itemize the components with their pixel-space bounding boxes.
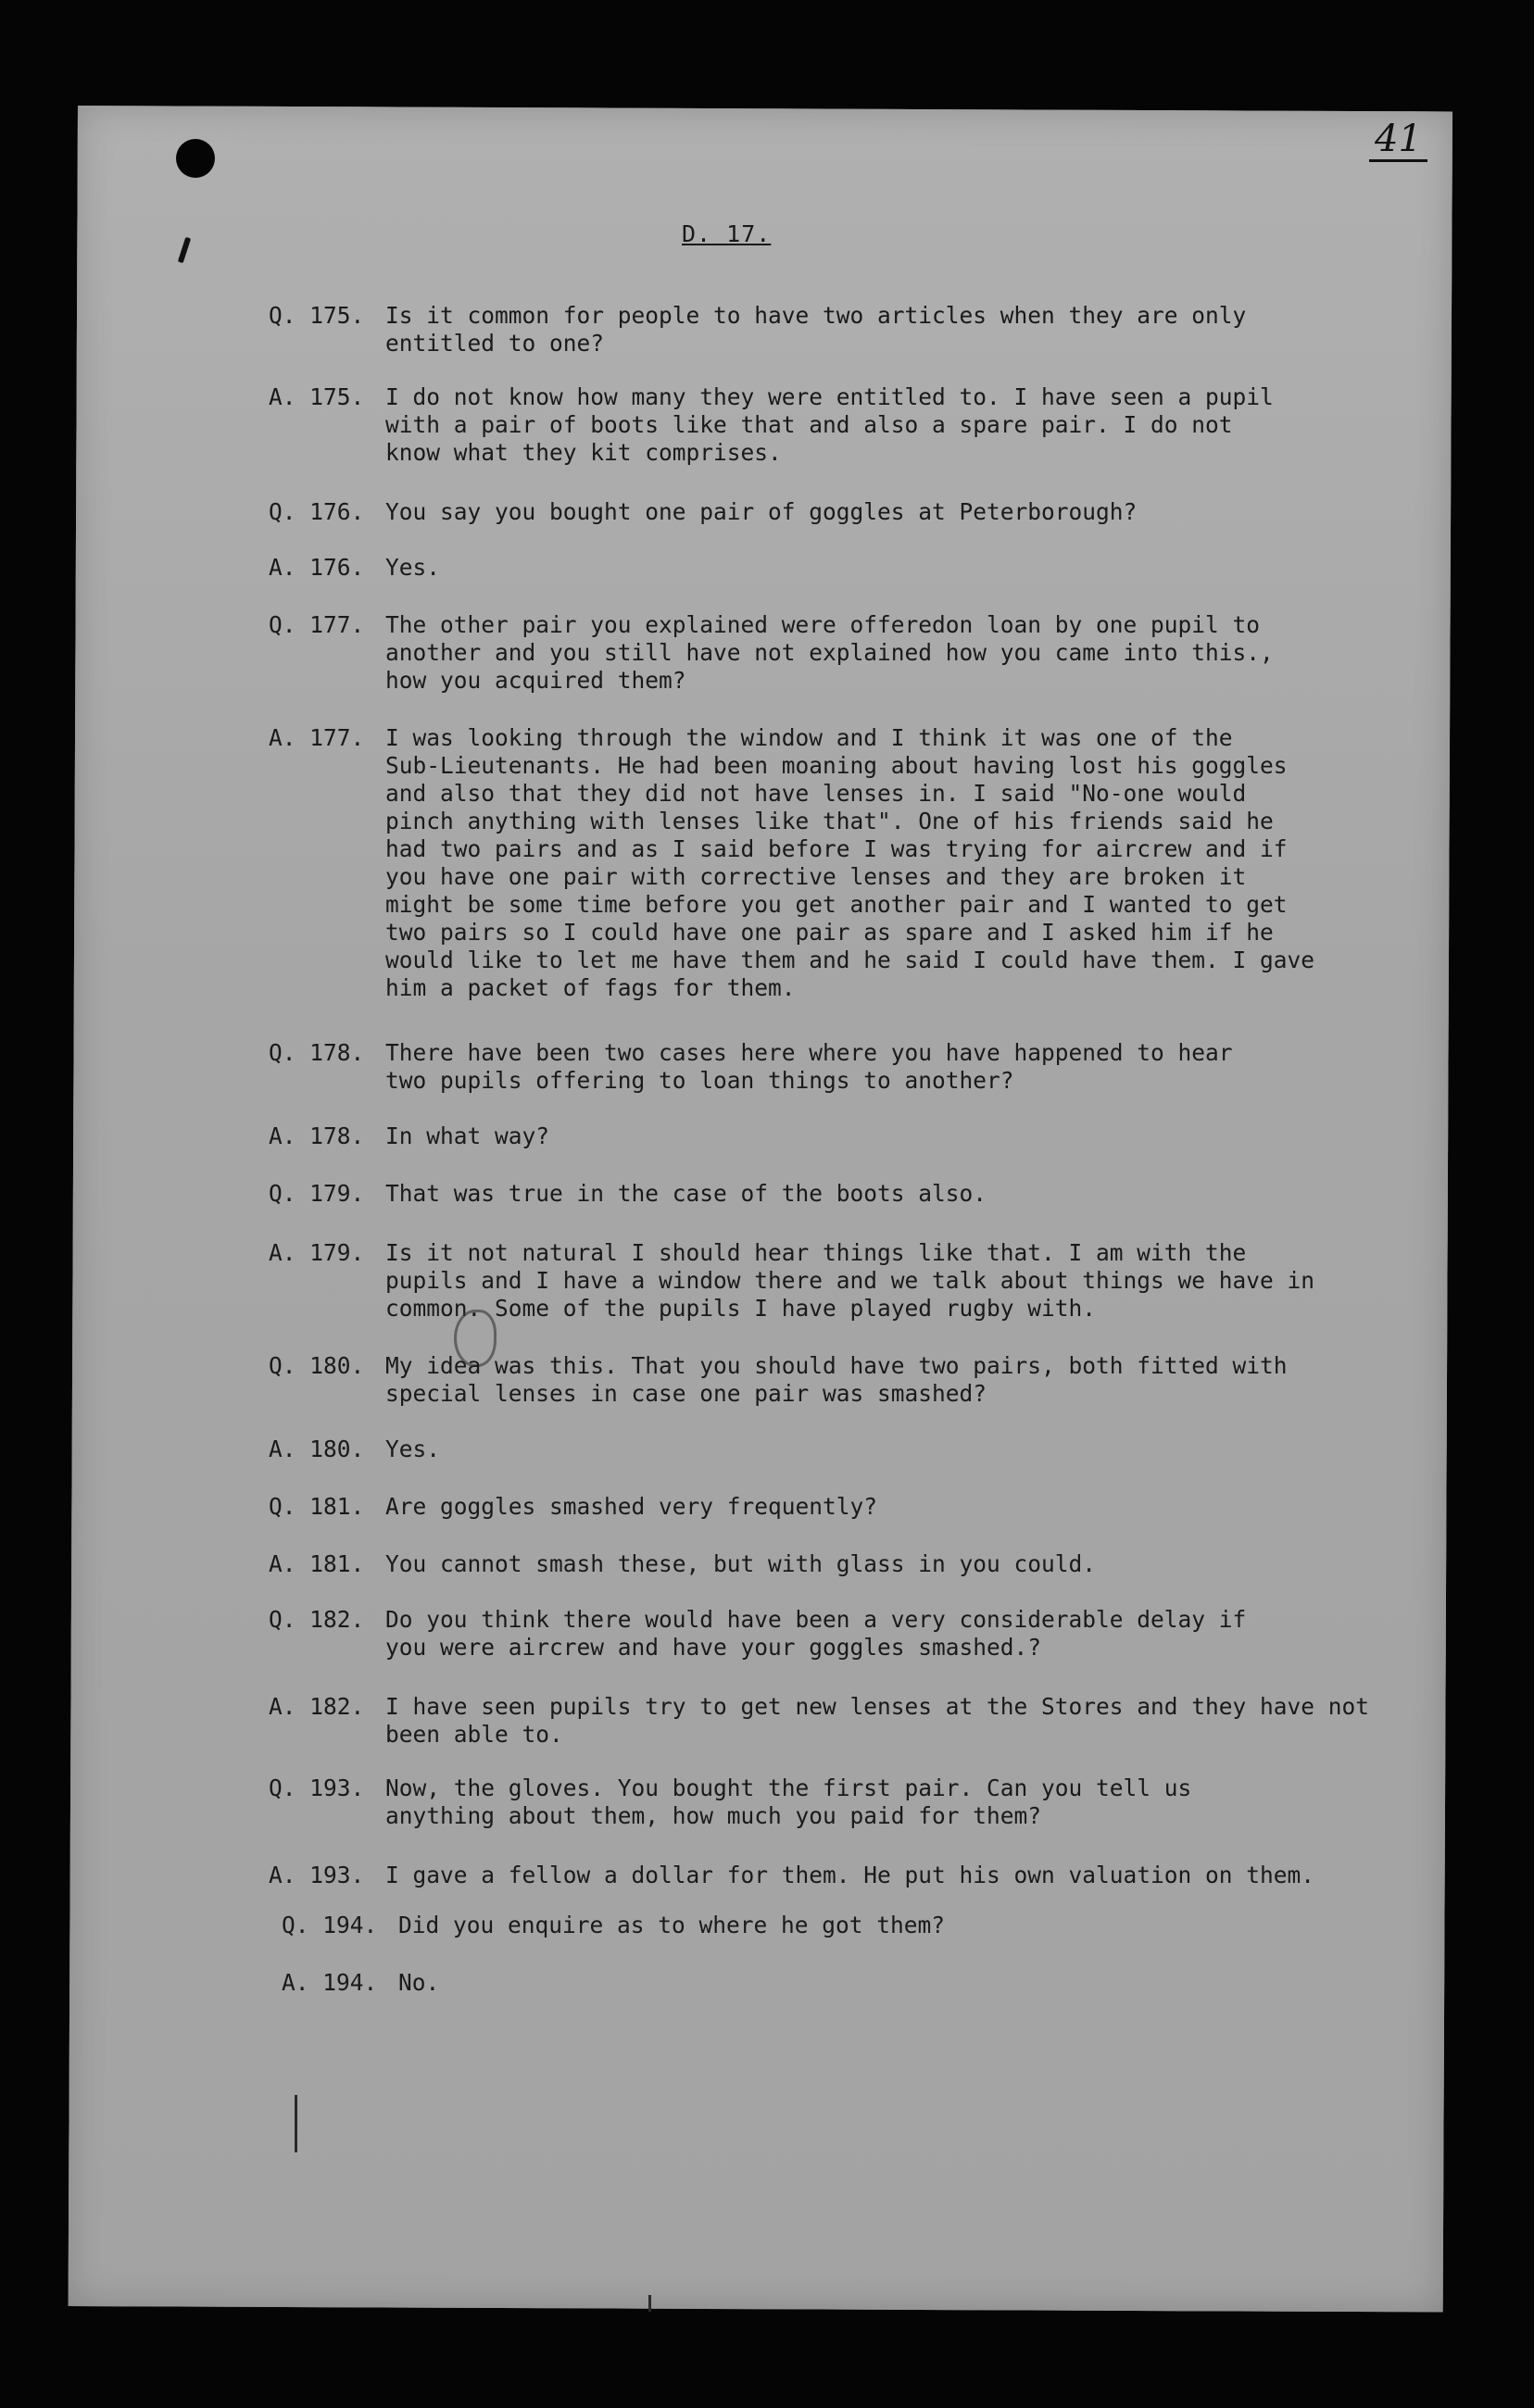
entry-text: I gave a fellow a dollar for them. He put his own valuation on them. (385, 1862, 1315, 1888)
entry-label: A. 175. (269, 383, 365, 410)
entry-a178 (269, 1122, 1436, 1150)
entry-label: A. 178. (269, 1122, 365, 1149)
entry-text: Yes. (385, 554, 441, 581)
entry-text: I have seen pupils try to get new lenses at the Stores and they have not been able to. (385, 1693, 1370, 1748)
entry-a175 (269, 383, 1436, 467)
entry-a177 (269, 724, 1436, 1002)
entry-label: A. 180. (269, 1436, 365, 1462)
entry-text: That was true in the case of the boots also. (385, 1180, 987, 1207)
entry-label: Q. 181. (269, 1493, 365, 1520)
entry-a193 (269, 1862, 1436, 1889)
entry-text: Is it not natural I should hear things like that. I am with the pupils and I have a window there and we talk about things we have in common. Some of the pupils I have played rugby with. (385, 1239, 1315, 1322)
entry-label: Q. 177. (269, 611, 365, 638)
entry-text: Yes. (385, 1436, 441, 1462)
entry-q194 (282, 1912, 1449, 1939)
entry-text: I was looking through the window and I think it was one of the Sub-Lieutenants. He had been moaning about having lost his goggles and also that they did not have lenses in. I said "No-one would pinch anything with lenses like that". One of his friends said he had two pairs and as I said before I was trying for aircrew and if you have one pair with corrective lenses and they are broken it might be some time before you get another pair and I wanted to get two pairs so I could have one pair as spare and I asked him if he would like to let me have them and he said I could have them. I gave him a packet of fags for them. (385, 724, 1315, 1001)
entry-q181 (269, 1493, 1436, 1521)
entry-label: Q. 175. (269, 302, 365, 329)
entry-text: Is it common for people to have two articles when they are only entitled to one? (385, 302, 1247, 357)
entry-label: Q. 194. (282, 1912, 378, 1938)
entry-text: You cannot smash these, but with glass in you could. (385, 1550, 1097, 1577)
entry-text: Do you think there would have been a very considerable delay if you were aircrew and have your goggles smashed.? (385, 1606, 1247, 1661)
entry-text: Did you enquire as to where he got them? (398, 1912, 946, 1938)
entry-label: A. 181. (269, 1550, 365, 1577)
entry-q193 (269, 1775, 1436, 1830)
entry-label: Q. 176. (269, 498, 365, 525)
entry-q179 (269, 1180, 1436, 1208)
entry-a179 (269, 1239, 1436, 1323)
document-title: D. 17. (682, 220, 772, 247)
entry-text: There have been two cases here where you have happened to hear two pupils offering to loan things to another? (385, 1039, 1233, 1094)
entry-label: A. 177. (269, 724, 365, 751)
entry-a182 (269, 1693, 1436, 1749)
entry-text: Are goggles smashed very frequently? (385, 1493, 878, 1520)
entry-a180 (269, 1436, 1436, 1463)
entry-q178 (269, 1039, 1436, 1095)
entry-q175 (269, 302, 1436, 357)
entry-label: Q. 182. (269, 1606, 365, 1633)
entry-q182 (269, 1606, 1436, 1662)
entry-label: Q. 178. (269, 1039, 365, 1066)
entry-label: Q. 180. (269, 1352, 365, 1379)
entry-label: A. 179. (269, 1239, 365, 1266)
entry-label: A. 176. (269, 554, 365, 581)
entry-text: Now, the gloves. You bought the first pair. Can you tell us anything about them, how much you paid for them? (385, 1775, 1192, 1829)
entry-label: Q. 179. (269, 1180, 365, 1207)
entry-text: No. (398, 1969, 440, 1996)
entry-q176 (269, 498, 1436, 526)
page-number: 41 (1369, 120, 1427, 162)
entry-q180 (269, 1352, 1436, 1408)
entry-text: You say you bought one pair of goggles at Peterborough? (385, 498, 1138, 525)
punch-hole (176, 139, 215, 178)
entry-label: A. 194. (282, 1969, 378, 1996)
entry-label: Q. 193. (269, 1775, 365, 1801)
entry-text: I do not know how many they were entitled to. I have seen a pupil with a pair of boots like that and also a spare pair. I do not know what they kit comprises. (385, 383, 1274, 466)
entry-q177 (269, 611, 1436, 695)
entry-label: A. 182. (269, 1693, 365, 1720)
stray-ink-mark (295, 2095, 297, 2152)
entry-text: The other pair you explained were offeredon loan by one pupil to another and you still have not explained how you came into this., how you acquired them? (385, 611, 1274, 694)
entry-a181 (269, 1550, 1436, 1578)
entry-label: A. 193. (269, 1862, 365, 1888)
entry-a176 (269, 554, 1436, 582)
entry-a194 (282, 1969, 1449, 1997)
entry-text: In what way? (385, 1122, 550, 1149)
entry-text: My idea was this. That you should have two pairs, both fitted with special lenses in case one pair was smashed? (385, 1352, 1288, 1407)
stray-ink-mark (648, 2295, 651, 2312)
